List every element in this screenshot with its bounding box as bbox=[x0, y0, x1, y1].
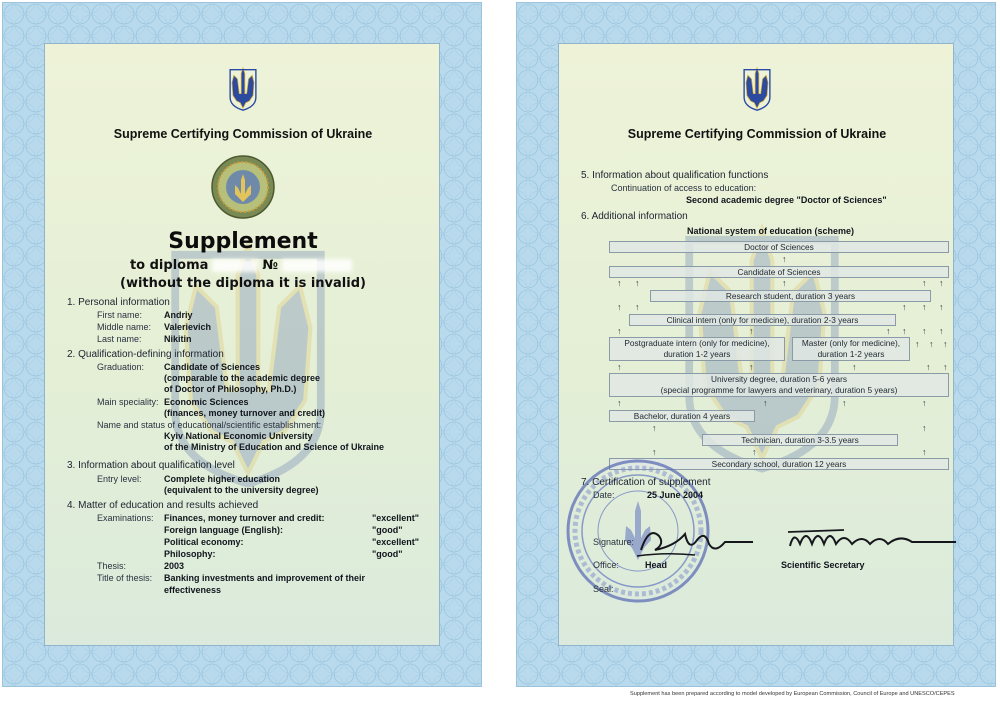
validity-note: (without the diploma it is invalid) bbox=[120, 276, 366, 291]
level-candidate: Candidate of Sciences bbox=[609, 266, 949, 278]
scheme-arrow-up-icon: ↑ bbox=[939, 326, 944, 336]
exam-grade: "good" bbox=[372, 525, 403, 535]
scheme-arrow-up-icon: ↑ bbox=[617, 302, 622, 312]
graduation-value-2: (comparable to the academic degree bbox=[164, 373, 321, 383]
date-value: 25 June 2004 bbox=[647, 490, 704, 500]
exam-grade: "good" bbox=[372, 549, 403, 559]
establishment-label: Name and status of educational/scientific establishment: bbox=[97, 420, 322, 430]
exam-subject: Philosophy: bbox=[164, 549, 216, 559]
level-technician: Technician, duration 3-3.5 years bbox=[702, 434, 898, 446]
ukraine-trident-icon bbox=[228, 66, 258, 112]
office-label: Office: bbox=[593, 560, 619, 570]
entry-level-value-2: (equivalent to the university degree) bbox=[164, 485, 319, 495]
middle-name-label: Middle name: bbox=[97, 322, 152, 332]
thesis-title-label: Title of thesis: bbox=[97, 573, 153, 583]
scheme-arrow-up-icon: ↑ bbox=[652, 447, 657, 457]
section-qualification-heading: 2. Qualification-defining information bbox=[67, 349, 224, 360]
redacted-number bbox=[282, 259, 352, 272]
scheme-arrow-up-icon: ↑ bbox=[617, 362, 622, 372]
level-master-line-2: duration 1-2 years bbox=[817, 349, 885, 359]
section-additional-heading: 6. Additional information bbox=[581, 211, 688, 222]
level-master bbox=[792, 337, 910, 361]
scheme-arrow-up-icon: ↑ bbox=[922, 302, 927, 312]
scheme-arrow-up-icon: ↑ bbox=[902, 326, 907, 336]
level-university-line-2: (special programme for lawyers and veterinary, duration 5 years) bbox=[660, 385, 898, 395]
level-university bbox=[609, 373, 949, 397]
scheme-arrow-up-icon: ↑ bbox=[635, 278, 640, 288]
office-head: Head bbox=[645, 560, 668, 570]
thesis-year: 2003 bbox=[164, 561, 185, 571]
exam-subject: Foreign language (English): bbox=[164, 525, 283, 535]
scheme-arrow-up-icon: ↑ bbox=[842, 398, 847, 408]
date-label: Date: bbox=[593, 490, 615, 500]
head-signature bbox=[635, 522, 755, 562]
middle-name-value: Valerievich bbox=[164, 322, 212, 332]
scheme-arrow-up-icon: ↑ bbox=[939, 278, 944, 288]
scheme-arrow-up-icon: ↑ bbox=[926, 362, 931, 372]
level-postgraduate bbox=[609, 337, 785, 361]
seal-label: Seal: bbox=[593, 584, 614, 594]
scheme-arrow-up-icon: ↑ bbox=[763, 398, 768, 408]
scheme-arrow-up-icon: ↑ bbox=[617, 326, 622, 336]
level-clinical: Clinical intern (only for medicine), duration 2-3 years bbox=[629, 314, 896, 326]
scheme-arrow-up-icon: ↑ bbox=[922, 423, 927, 433]
exam-grade: "excellent" bbox=[372, 513, 420, 523]
level-bachelor: Bachelor, duration 4 years bbox=[609, 410, 755, 422]
document-body bbox=[558, 43, 954, 646]
document-body bbox=[44, 43, 440, 646]
office-secretary: Scientific Secretary bbox=[781, 560, 865, 570]
first-name-value: Andriy bbox=[164, 310, 193, 320]
supplement-page-left bbox=[2, 2, 482, 687]
scheme-arrow-up-icon: ↑ bbox=[782, 278, 787, 288]
scheme-arrow-up-icon: ↑ bbox=[617, 278, 622, 288]
supplement-page-right bbox=[516, 2, 996, 687]
commission-name: Supreme Certifying Commission of Ukraine bbox=[627, 127, 887, 141]
scheme-arrow-up-icon: ↑ bbox=[915, 339, 920, 349]
section-personal-heading: 1. Personal information bbox=[67, 297, 170, 308]
thesis-title-1: Banking investments and improvement of their bbox=[164, 573, 366, 583]
exam-grade: "excellent" bbox=[372, 537, 420, 547]
scheme-arrow-up-icon: ↑ bbox=[749, 326, 754, 336]
section-results-heading: 4. Matter of education and results achieved bbox=[67, 500, 259, 511]
establishment-value-2: of the Ministry of Education and Science of Ukraine bbox=[164, 442, 385, 452]
hologram-emblem-icon bbox=[210, 154, 276, 220]
section-functions-heading: 5. Information about qualification functions bbox=[581, 170, 769, 181]
scheme-arrow-up-icon: ↑ bbox=[886, 326, 891, 336]
establishment-value-1: Kyiv National Economic University bbox=[164, 431, 313, 441]
continuation-degree: Second academic degree "Doctor of Sciences" bbox=[686, 195, 887, 205]
scheme-title: National system of education (scheme) bbox=[687, 226, 855, 236]
last-name-label: Last name: bbox=[97, 334, 142, 344]
level-postgraduate-line-2: duration 1-2 years bbox=[663, 349, 731, 359]
level-research: Research student, duration 3 years bbox=[650, 290, 931, 302]
examinations-label: Examinations: bbox=[97, 513, 154, 523]
graduation-label: Graduation: bbox=[97, 362, 145, 372]
speciality-value-2: (finances, money turnover and credit) bbox=[164, 408, 326, 418]
thesis-title-2: effectiveness bbox=[164, 585, 222, 595]
continuation-label: Continuation of access to education: bbox=[611, 183, 757, 193]
number-sign: № bbox=[262, 258, 279, 273]
graduation-value-1: Candidate of Sciences bbox=[164, 362, 261, 372]
redacted-series bbox=[212, 259, 258, 272]
speciality-value-1: Economic Sciences bbox=[164, 397, 249, 407]
speciality-label: Main speciality: bbox=[97, 397, 159, 407]
footer-note: Supplement has been prepared according to model developed by European Commission, Council of Europe and UNESCO/CEPES bbox=[630, 691, 955, 697]
scheme-arrow-up-icon: ↑ bbox=[652, 423, 657, 433]
exam-subject: Political economy: bbox=[164, 537, 244, 547]
commission-name: Supreme Certifying Commission of Ukraine bbox=[113, 127, 373, 141]
scheme-arrow-up-icon: ↑ bbox=[752, 447, 757, 457]
section-level-heading: 3. Information about qualification level bbox=[67, 460, 235, 471]
level-secondary: Secondary school, duration 12 years bbox=[609, 458, 949, 470]
diploma-prefix: to diploma bbox=[129, 258, 209, 273]
scheme-arrow-up-icon: ↑ bbox=[922, 398, 927, 408]
scheme-arrow-up-icon: ↑ bbox=[902, 302, 907, 312]
scheme-arrow-up-icon: ↑ bbox=[922, 326, 927, 336]
secretary-signature bbox=[784, 522, 959, 556]
scheme-arrow-up-icon: ↑ bbox=[852, 362, 857, 372]
last-name-value: Nikitin bbox=[164, 334, 192, 344]
scheme-arrow-up-icon: ↑ bbox=[929, 339, 934, 349]
scheme-arrow-up-icon: ↑ bbox=[939, 302, 944, 312]
graduation-value-3: of Doctor of Philosophy, Ph.D.) bbox=[164, 384, 297, 394]
level-postgraduate-line-1: Postgraduate intern (only for medicine), bbox=[624, 338, 770, 348]
level-doctor: Doctor of Sciences bbox=[609, 241, 949, 253]
document-title: Supplement bbox=[168, 229, 318, 254]
entry-level-value-1: Complete higher education bbox=[164, 474, 281, 484]
level-master-line-1: Master (only for medicine), bbox=[801, 338, 901, 348]
entry-level-label: Entry level: bbox=[97, 474, 142, 484]
scheme-arrow-up-icon: ↑ bbox=[922, 447, 927, 457]
first-name-label: First name: bbox=[97, 310, 143, 320]
scheme-arrow-up-icon: ↑ bbox=[922, 278, 927, 288]
diploma-line bbox=[45, 258, 441, 273]
level-university-line-1: University degree, duration 5-6 years bbox=[710, 374, 848, 384]
exam-subject: Finances, money turnover and credit: bbox=[164, 513, 325, 523]
scheme-arrow-up-icon: ↑ bbox=[635, 302, 640, 312]
scheme-arrow-up-icon: ↑ bbox=[943, 339, 948, 349]
scheme-arrow-up-icon: ↑ bbox=[617, 398, 622, 408]
scheme-arrow-up-icon: ↑ bbox=[943, 362, 948, 372]
signature-label: Signature: bbox=[593, 537, 635, 547]
scheme-arrow-up-icon: ↑ bbox=[782, 254, 787, 264]
ukraine-trident-icon bbox=[742, 66, 772, 112]
thesis-label: Thesis: bbox=[97, 561, 127, 571]
scheme-arrow-up-icon: ↑ bbox=[749, 362, 754, 372]
section-certification-heading: 7. Certification of supplement bbox=[581, 477, 711, 488]
